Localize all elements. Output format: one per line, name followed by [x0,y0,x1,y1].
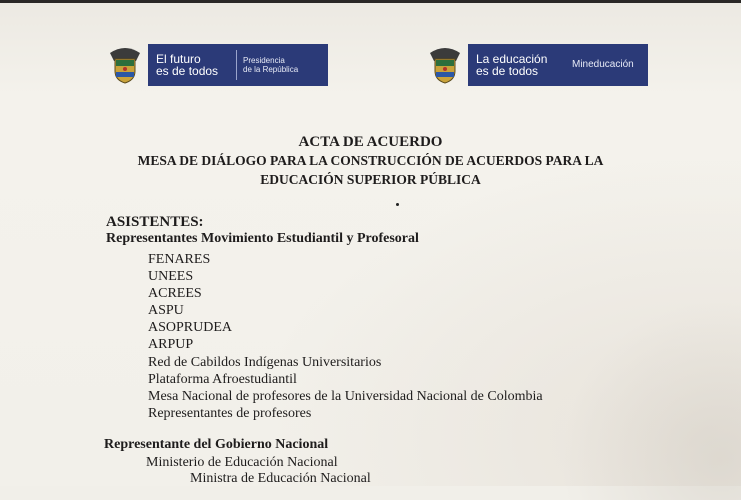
list-item: Red de Cabildos Indígenas Universitarios [148,354,382,370]
colombia-coat-of-arms-icon [106,45,144,85]
government-section-heading: Representante del Gobierno Nacional [104,437,329,452]
document-title: ACTA DE ACUERDO [298,134,443,150]
mineducacion-label: Mineducación [572,59,634,70]
presidencia-logo [106,42,328,87]
logo-divider [236,50,237,80]
list-item: Plataforma Afroestudiantil [148,371,297,387]
tagline-line-1: El futuro [156,51,201,66]
mineducacion-tagline [476,53,554,77]
student-section-heading: Representantes Movimiento Estudiantil y Profesoral [106,231,419,246]
list-item: ACREES [148,286,202,302]
document-subtitle-line-1: MESA DE DIÁLOGO PARA LA CONSTRUCCIÓN DE ACUERDOS PARA LA [137,153,604,168]
separator-dot [396,203,399,206]
list-item: FENARES [148,252,211,267]
list-item: ASOPRUDEA [148,320,233,336]
document-subtitle-line-2: EDUCACIÓN SUPERIOR PÚBLICA [260,172,481,187]
list-item: Mesa Nacional de profesores de la Universidad Nacional de Colombia [148,388,543,404]
list-item: UNEES [148,269,194,285]
ministry-name: Ministerio de Educación Nacional [146,455,338,470]
minister-title: Ministra de Educación Nacional [190,471,371,486]
tagline-line-1: La educación [476,51,548,66]
presidencia-tagline [156,53,234,77]
mineducacion-logo [426,42,648,87]
tagline-line-2: es de todos [156,63,219,78]
attendees-heading: ASISTENTES: [106,214,204,230]
sub-line-1: Presidencia [243,55,285,65]
tagline-line-2: es de todos [476,63,539,78]
sub-line-2: de la República [243,64,299,74]
mineducacion-brand-bar [468,44,648,86]
student-representatives-list [148,251,543,422]
page-top-edge [0,0,741,3]
colombia-coat-of-arms-icon [426,45,464,85]
presidencia-label [243,56,298,74]
list-item: ASPU [148,303,184,319]
presidencia-brand-bar [148,44,328,86]
list-item: ARPUP [148,337,194,353]
paper-shadow [560,300,741,500]
list-item: Representantes de profesores [148,405,312,421]
